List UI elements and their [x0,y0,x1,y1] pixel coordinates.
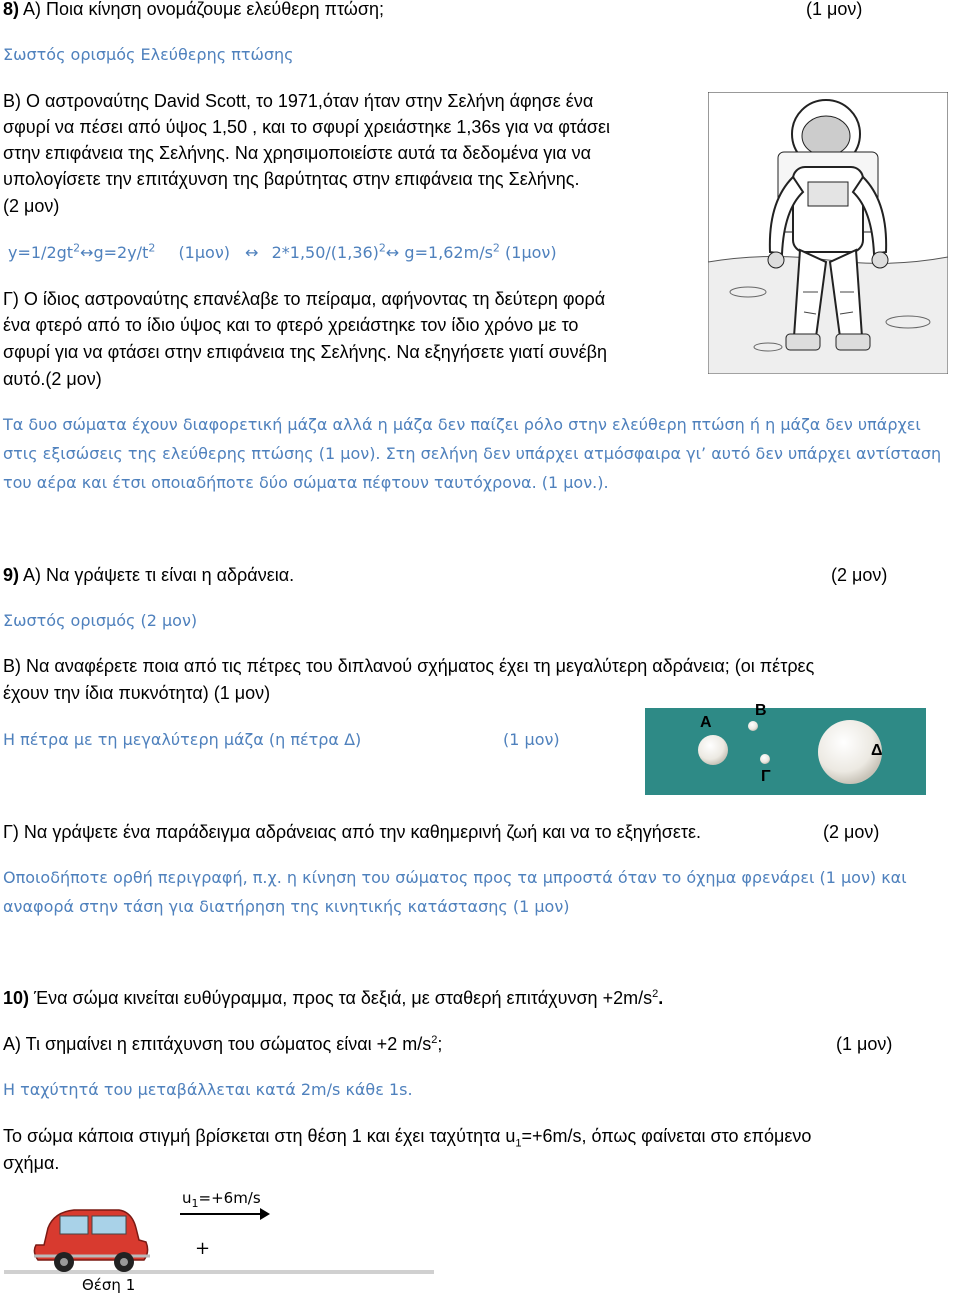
q8-b-line: σφυρί να πέσει από ύψος 1,50 , και το σφυρί χρειάστηκε 1,36s για να φτάσει [3,117,611,137]
q8-title: 8) Α) Ποια κίνηση ονομάζουμε ελεύθερη πτώση; [3,0,384,19]
q8-b-line: στην επιφάνεια της Σελήνης. Να χρησιμοποιείστε αυτά τα δεδομένα για να [3,143,592,163]
q9-b-line: Β) Να αναφέρετε ποια από τις πέτρες του διπλανού σχήματος έχει τη μεγαλύτερη αδράνεια; (οι πέτρες [3,656,815,676]
q8-c-line: σφυρί για να φτάσει στην επιφάνεια της Σελήνης. Να εξηγήσετε γιατί συνέβη [3,342,607,362]
stone-label-g: Γ [761,768,771,785]
positive-sign: + [195,1238,211,1259]
stone-b [748,721,758,731]
q10-body-line: σχήμα. [3,1153,60,1173]
q10-answer-a: Η ταχύτητά του μεταβάλλεται κατά 2m/s κάθε 1s. [3,1080,413,1099]
q8-number: 8) [3,0,20,19]
stone-a [698,735,728,765]
q8-answer-c: στις εξισώσεις της ελεύθερης πτώσης (1 μον). Στη σελήνη δεν υπάρχει ατμόσφαιρα γι’ αυτό δεν υπάρχει αντίσταση [3,444,942,463]
q10-a-points: (1 μον) [836,1034,893,1054]
q8-answer-a: Σωστός ορισμός Ελεύθερης πτώσης [3,45,294,64]
q9-answer-b: Η πέτρα με τη μεγαλύτερη μάζα (η πέτρα Δ) [3,730,362,749]
q10-number: 10) [3,988,30,1008]
q9-answer-a: Σωστός ορισμός (2 μον) [3,611,198,630]
q8-c-line: ένα φτερό από το ίδιο ύψος και το φτερό χρειάστηκε τον ίδιο χρόνο με το [3,315,579,335]
car-figure [4,1200,434,1280]
q8-c-line: Γ) Ο ίδιος αστροναύτης επανέλαβε το πείραμα, αφήνοντας τη δεύτερη φορά [3,289,606,309]
q9-points: (2 μον) [831,565,888,585]
arrow-icon: ↔ [80,243,94,262]
velocity-label: $u_1=+6m/s$ [182,1189,261,1210]
q8-c-line: αυτό.(2 μον) [3,369,102,389]
q8-b-line: υπολογίσετε την επιτάχυνση της βαρύτητας στην επιφάνεια της Σελήνης. [3,169,580,189]
q8-answer-c: του αέρα και έτσι οποιαδήποτε δύο σώματα πέφτουν ταυτόχρονα. (1 μον.). [3,473,609,492]
stone-label-a: Α [700,714,712,731]
q8-answer-c: Τα δυο σώματα έχουν διαφορετική μάζα αλλά η μάζα δεν παίζει ρόλο στην ελεύθερη πτώση ή η μάζα δεν υπάρχει [3,415,921,434]
q8-b-line: Β) Ο αστροναύτης David Scott, το 1971,όταν ήταν στην Σελήνη άφησε ένα [3,91,594,111]
astronaut-illustration [708,92,948,374]
position-label: Θέση 1 [82,1276,136,1294]
q8-b-line: (2 μον) [3,196,60,216]
q9-answer-c: Οποιοδήποτε ορθή περιγραφή, π.χ. η κίνηση του σώματος προς τα μπροστά όταν το όχημα φρενάρει (1 μον) και [3,868,907,887]
stones-photo [645,702,926,795]
q10-a-text: Α) Τι σημαίνει η επιτάχυνση του σώματος είναι +2 $m/s^2$; [3,1034,443,1054]
q10-title: 10) Ένα σώμα κινείται ευθύγραμμα, προς τα δεξιά, με σταθερή $\varepsilon\pi\iota\tau ά\chi\upsilon\nu\sigma\eta +2m/s^2$. [3,988,664,1008]
stone-label-b: Β [755,702,767,719]
q9-number: 9) [3,565,20,585]
car-body [34,1210,147,1260]
q9-c-text: Γ) Να γράψετε ένα παράδειγμα αδράνειας από την καθημερινή ζωή και να το εξηγήσετε. [3,822,702,842]
stone-g [760,754,770,764]
q10-body-line: Το σώμα κάποια στιγμή βρίσκεται στη θέση 1 και έχει ταχύτητα $u_1=+6m/s$, όπως φαίνεται στο επόμενο [3,1126,812,1150]
arrow-icon: ↔ [245,243,259,262]
q9-answer-c: αναφορά στην τάση για διατήρηση της κινητικής κατάστασης (1 μον) [3,897,570,916]
q9-c-points: (2 μον) [823,822,880,842]
q8-points: (1 μον) [806,0,863,19]
q9-title: 9) Α) Να γράψετε τι είναι η αδράνεια. [3,565,295,585]
q8-formula: $y=1/2gt^2\leftrightarrow g=2y/t^2$ (1μον) ↔ $2*1,50/(1,36)^2\leftrightarrow$ $g=1,62m/s^2$ (1μον) [8,241,557,262]
q9-b-line: έχουν την ίδια πυκνότητα) (1 μον) [3,683,271,703]
stone-label-d: Δ [871,742,883,759]
q9-answer-b-points: (1 μον) [503,730,560,749]
arrow-icon: ↔ [385,243,400,262]
